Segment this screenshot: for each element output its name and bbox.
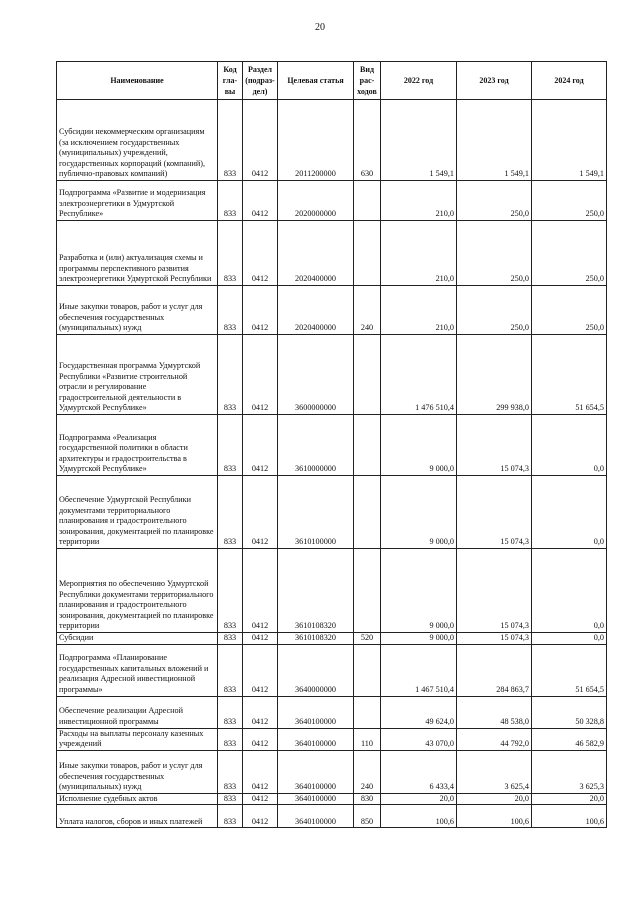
cell-vid: 630 [354, 100, 381, 181]
cell-razdel: 0412 [243, 644, 278, 696]
cell-vid [354, 549, 381, 633]
cell-y2022: 9 000,0 [381, 633, 457, 645]
cell-y2024: 20,0 [532, 793, 607, 805]
cell-y2022: 9 000,0 [381, 415, 457, 476]
cell-y2022: 210,0 [381, 221, 457, 286]
cell-glava: 833 [218, 335, 243, 415]
cell-y2023: 48 538,0 [457, 696, 532, 728]
cell-razdel: 0412 [243, 805, 278, 828]
cell-glava: 833 [218, 633, 243, 645]
cell-name: Исполнение судебных актов [57, 793, 218, 805]
cell-y2024: 0,0 [532, 415, 607, 476]
cell-vid [354, 696, 381, 728]
cell-target: 2011200000 [278, 100, 354, 181]
cell-name: Иные закупки товаров, работ и услуг для обеспечения государственных (муниципальных) нужд [57, 286, 218, 335]
cell-name: Подпрограмма «Планирование государственных капитальных вложений и реализация Адресной инвестиционной программы» [57, 644, 218, 696]
table-row [57, 750, 607, 793]
cell-razdel: 0412 [243, 549, 278, 633]
cell-razdel: 0412 [243, 728, 278, 750]
cell-razdel: 0412 [243, 793, 278, 805]
cell-vid: 520 [354, 633, 381, 645]
table-row [57, 696, 607, 728]
table-row [57, 100, 607, 181]
cell-razdel: 0412 [243, 286, 278, 335]
cell-glava: 833 [218, 286, 243, 335]
cell-y2024: 0,0 [532, 549, 607, 633]
cell-y2022: 210,0 [381, 286, 457, 335]
table-row [57, 644, 607, 696]
cell-y2022: 100,6 [381, 805, 457, 828]
cell-target: 3640100000 [278, 728, 354, 750]
cell-target: 3610108320 [278, 549, 354, 633]
cell-glava: 833 [218, 549, 243, 633]
cell-name: Уплата налогов, сборов и иных платежей [57, 805, 218, 828]
cell-target: 3640100000 [278, 750, 354, 793]
cell-y2023: 299 938,0 [457, 335, 532, 415]
cell-name: Иные закупки товаров, работ и услуг для обеспечения государственных (муниципальных) нужд [57, 750, 218, 793]
cell-glava: 833 [218, 221, 243, 286]
cell-y2022: 210,0 [381, 181, 457, 221]
cell-name: Субсидии некоммерческим организациям (за исключением государственных (муниципальных) учреждений, государственных корпораций (компаний), публично-правовых компаний) [57, 100, 218, 181]
cell-target: 3610100000 [278, 476, 354, 549]
cell-y2024: 3 625,3 [532, 750, 607, 793]
table-row [57, 415, 607, 476]
cell-y2022: 9 000,0 [381, 549, 457, 633]
cell-y2022: 1 467 510,4 [381, 644, 457, 696]
cell-y2023: 15 074,3 [457, 549, 532, 633]
cell-vid [354, 181, 381, 221]
cell-vid [354, 221, 381, 286]
cell-razdel: 0412 [243, 335, 278, 415]
cell-razdel: 0412 [243, 476, 278, 549]
cell-vid [354, 335, 381, 415]
cell-y2022: 20,0 [381, 793, 457, 805]
cell-y2024: 0,0 [532, 633, 607, 645]
cell-y2024: 100,6 [532, 805, 607, 828]
cell-razdel: 0412 [243, 100, 278, 181]
cell-target: 3640100000 [278, 805, 354, 828]
cell-razdel: 0412 [243, 415, 278, 476]
cell-y2023: 15 074,3 [457, 476, 532, 549]
cell-name: Субсидии [57, 633, 218, 645]
cell-razdel: 0412 [243, 696, 278, 728]
page-number: 20 [315, 22, 325, 33]
header-glava: Код гла- вы [218, 62, 243, 100]
cell-name: Подпрограмма «Реализация государственной политики в области архитектуры и градостроительства в Удмуртской Республике» [57, 415, 218, 476]
cell-y2023: 3 625,4 [457, 750, 532, 793]
cell-name: Разработка и (или) актуализация схемы и программы перспективного развития электроэнергетики Удмуртской Республики [57, 221, 218, 286]
cell-vid: 110 [354, 728, 381, 750]
cell-glava: 833 [218, 476, 243, 549]
table-row [57, 633, 607, 645]
header-name: Наименование [57, 62, 218, 100]
cell-razdel: 0412 [243, 750, 278, 793]
cell-y2024: 46 582,9 [532, 728, 607, 750]
cell-razdel: 0412 [243, 181, 278, 221]
cell-vid: 830 [354, 793, 381, 805]
cell-y2023: 15 074,3 [457, 633, 532, 645]
table-row [57, 476, 607, 549]
cell-y2023: 250,0 [457, 286, 532, 335]
cell-glava: 833 [218, 415, 243, 476]
table-row [57, 221, 607, 286]
cell-glava: 833 [218, 100, 243, 181]
table-row [57, 181, 607, 221]
table-row [57, 793, 607, 805]
header-2022: 2022 год [381, 62, 457, 100]
budget-table [56, 61, 607, 828]
cell-y2023: 250,0 [457, 181, 532, 221]
cell-glava: 833 [218, 793, 243, 805]
cell-name: Подпрограмма «Развитие и модернизация электроэнергетики в Удмуртской Республике» [57, 181, 218, 221]
cell-vid [354, 644, 381, 696]
cell-glava: 833 [218, 728, 243, 750]
cell-y2023: 1 549,1 [457, 100, 532, 181]
cell-y2023: 284 863,7 [457, 644, 532, 696]
cell-y2024: 250,0 [532, 286, 607, 335]
cell-y2022: 6 433,4 [381, 750, 457, 793]
cell-glava: 833 [218, 644, 243, 696]
cell-target: 2020000000 [278, 181, 354, 221]
cell-target: 2020400000 [278, 286, 354, 335]
cell-razdel: 0412 [243, 633, 278, 645]
cell-vid: 850 [354, 805, 381, 828]
header-2024: 2024 год [532, 62, 607, 100]
cell-glava: 833 [218, 181, 243, 221]
cell-y2024: 0,0 [532, 476, 607, 549]
cell-target: 2020400000 [278, 221, 354, 286]
cell-glava: 833 [218, 805, 243, 828]
cell-y2024: 1 549,1 [532, 100, 607, 181]
cell-target: 3640100000 [278, 793, 354, 805]
cell-y2022: 43 070,0 [381, 728, 457, 750]
cell-name: Обеспечение реализации Адресной инвестиционной программы [57, 696, 218, 728]
cell-y2024: 50 328,8 [532, 696, 607, 728]
table-row [57, 549, 607, 633]
cell-name: Обеспечение Удмуртской Республики документами территориального планирования и градостроительного зонирования, документацией по планировке территории [57, 476, 218, 549]
cell-vid [354, 415, 381, 476]
header-razdel: Раздел (подраз- дел) [243, 62, 278, 100]
cell-target: 3610000000 [278, 415, 354, 476]
cell-name: Расходы на выплаты персоналу казенных учреждений [57, 728, 218, 750]
header-target: Целевая статья [278, 62, 354, 100]
cell-y2023: 100,6 [457, 805, 532, 828]
header-vid: Вид рас- ходов [354, 62, 381, 100]
table-row [57, 805, 607, 828]
table-row [57, 286, 607, 335]
cell-name: Мероприятия по обеспечению Удмуртской Республики документами территориального планирования и градостроительного зонирования, документацией по планировке территории [57, 549, 218, 633]
cell-target: 3600000000 [278, 335, 354, 415]
cell-y2023: 20,0 [457, 793, 532, 805]
cell-y2022: 9 000,0 [381, 476, 457, 549]
cell-target: 3640100000 [278, 696, 354, 728]
cell-glava: 833 [218, 750, 243, 793]
cell-y2023: 250,0 [457, 221, 532, 286]
cell-vid: 240 [354, 750, 381, 793]
cell-target: 3640000000 [278, 644, 354, 696]
cell-vid [354, 476, 381, 549]
cell-razdel: 0412 [243, 221, 278, 286]
header-row [57, 62, 607, 100]
header-2023: 2023 год [457, 62, 532, 100]
cell-y2024: 51 654,5 [532, 644, 607, 696]
cell-y2024: 250,0 [532, 181, 607, 221]
cell-y2023: 15 074,3 [457, 415, 532, 476]
cell-vid: 240 [354, 286, 381, 335]
cell-y2024: 250,0 [532, 221, 607, 286]
cell-y2024: 51 654,5 [532, 335, 607, 415]
cell-y2022: 1 549,1 [381, 100, 457, 181]
cell-glava: 833 [218, 696, 243, 728]
cell-y2023: 44 792,0 [457, 728, 532, 750]
table-row [57, 728, 607, 750]
cell-y2022: 49 624,0 [381, 696, 457, 728]
table-row [57, 335, 607, 415]
cell-y2022: 1 476 510,4 [381, 335, 457, 415]
cell-target: 3610108320 [278, 633, 354, 645]
cell-name: Государственная программа Удмуртской Республики «Развитие строительной отрасли и регулирование градостроительной деятельности в Удмуртской Республике» [57, 335, 218, 415]
